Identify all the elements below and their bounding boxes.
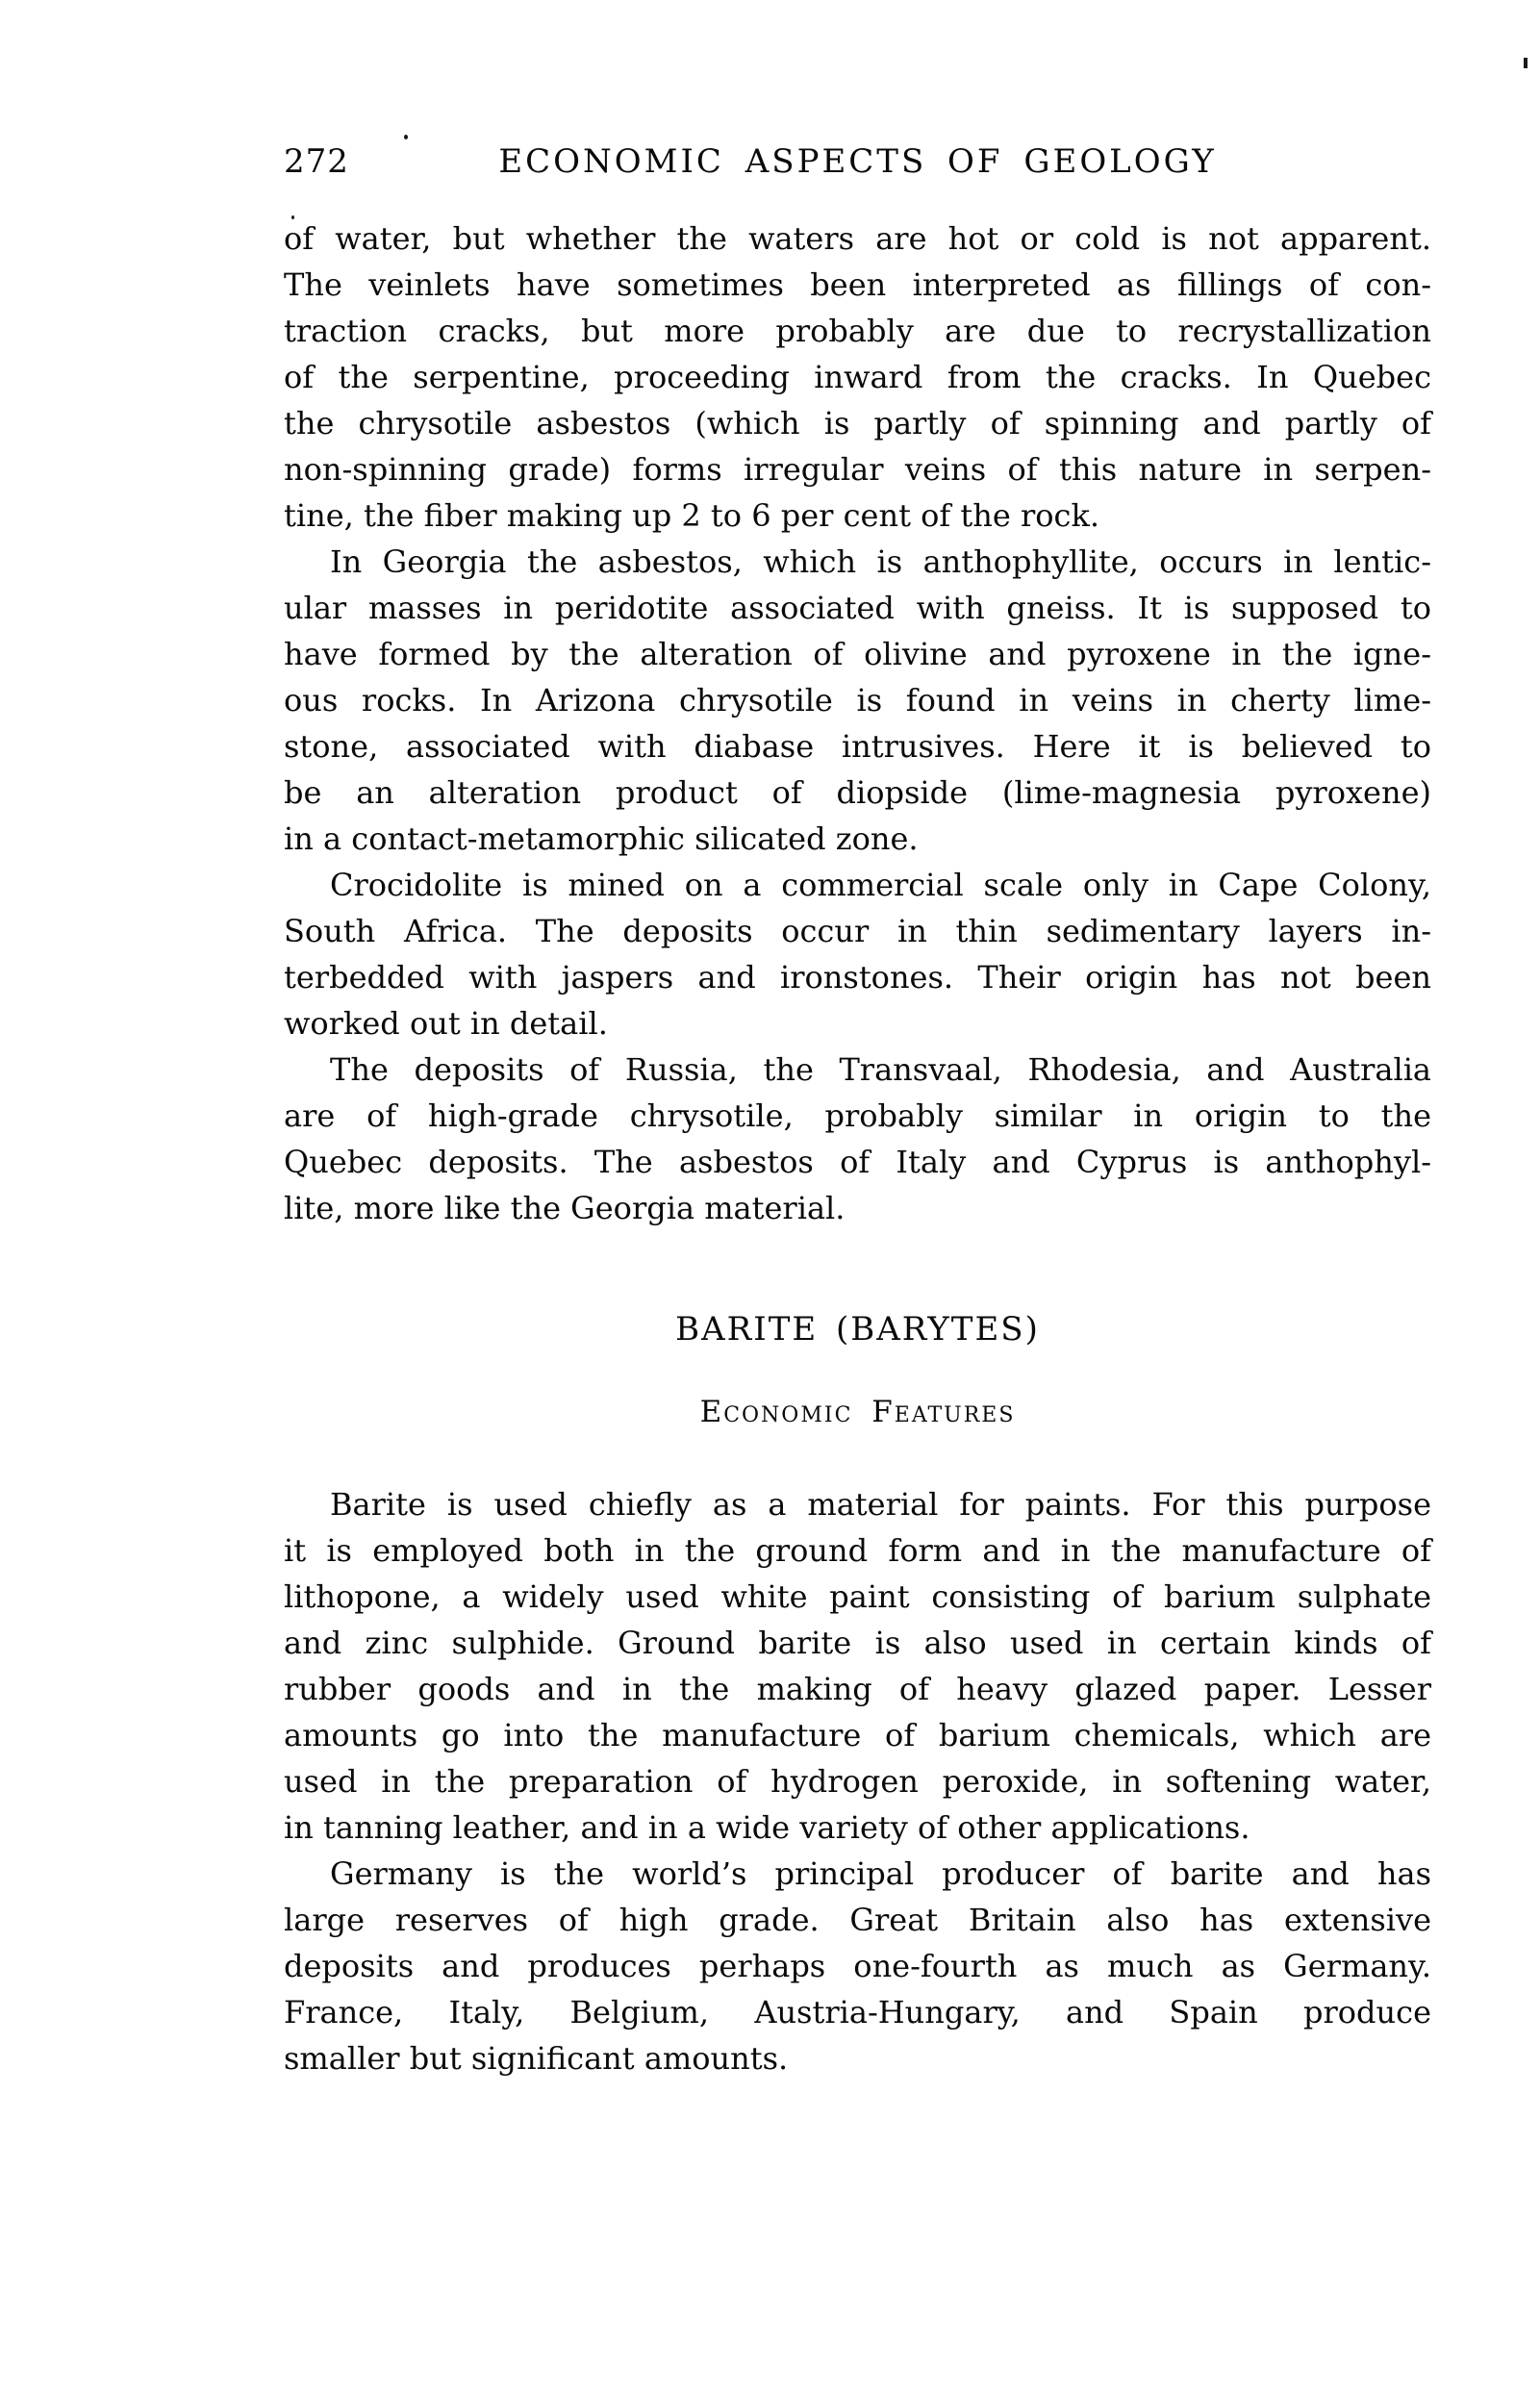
text-line: ous rocks. In Arizona chrysotile is found in veins in cherty lime-: [284, 682, 1431, 719]
text-line: of the serpentine, proceeding inward from the cracks. In Quebec: [284, 359, 1431, 395]
text-line: large reserves of high grade. Great Britain also has extensive: [284, 1902, 1431, 1938]
asbestos-continuation-paragraphs: [284, 215, 1431, 1231]
paragraph: [284, 539, 1431, 862]
scan-artifact: [1524, 58, 1527, 68]
text-line: of water, but whether the waters are hot or cold is not apparent.: [284, 220, 1431, 257]
text-line: have formed by the alteration of olivine and pyroxene in the igne-: [284, 636, 1431, 672]
text-line: worked out in detail.: [284, 1005, 608, 1042]
text-line: are of high-grade chrysotile, probably similar in origin to the: [284, 1097, 1431, 1134]
running-title: ECONOMIC ASPECTS OF GEOLOGY: [498, 142, 1217, 181]
text-line: in tanning leather, and in a wide variety of other applications.: [284, 1809, 1250, 1846]
paragraph: [284, 1481, 1431, 1851]
text-block: [284, 215, 1431, 2081]
text-line: smaller but significant amounts.: [284, 2040, 789, 2077]
running-header: [284, 142, 1431, 185]
text-line: The veinlets have sometimes been interpreted as fillings of con-: [284, 266, 1431, 303]
text-line: tine, the fiber making up 2 to 6 per cent of the rock.: [284, 497, 1100, 534]
text-line: terbedded with jaspers and ironstones. Their origin has not been: [284, 959, 1431, 996]
paragraph: [284, 1851, 1431, 2081]
text-line: traction cracks, but more probably are due to recrystallization: [284, 313, 1431, 349]
barite-paragraphs: [284, 1481, 1431, 2081]
text-line: The deposits of Russia, the Transvaal, Rhodesia, and Australia: [330, 1051, 1431, 1088]
text-line: Germany is the world’s principal producer of barite and has: [330, 1855, 1431, 1892]
text-line: lite, more like the Georgia material.: [284, 1190, 846, 1226]
text-line: Barite is used chiefly as a material for paints. For this purpose: [330, 1486, 1431, 1523]
text-line: amounts go into the manufacture of barium chemicals, which are: [284, 1717, 1431, 1753]
paragraph: [284, 215, 1431, 539]
text-line: South Africa. The deposits occur in thin sedimentary layers in-: [284, 913, 1431, 949]
text-line: used in the preparation of hydrogen peroxide, in softening water,: [284, 1763, 1431, 1800]
scan-artifact: [291, 215, 294, 219]
text-line: be an alteration product of diopside (lime-magnesia pyroxene): [284, 774, 1431, 811]
section-heading-barite: BARITE (BARYTES): [675, 1310, 1040, 1349]
text-line: In Georgia the asbestos, which is anthophyllite, occurs in lentic-: [330, 543, 1431, 580]
text-line: deposits and produces perhaps one-fourth as much as Germany.: [284, 1948, 1431, 1984]
text-line: in a contact-metamorphic silicated zone.: [284, 820, 919, 857]
text-line: France, Italy, Belgium, Austria-Hungary, and Spain produce: [284, 1994, 1431, 2030]
text-line: the chrysotile asbestos (which is partly of spinning and partly of: [284, 405, 1431, 441]
text-line: Crocidolite is mined on a commercial scale only in Cape Colony,: [330, 867, 1431, 903]
paragraph: [284, 1047, 1431, 1231]
text-line: rubber goods and in the making of heavy glazed paper. Lesser: [284, 1671, 1431, 1707]
text-line: stone, associated with diabase intrusives. Here it is believed to: [284, 728, 1431, 765]
text-line: lithopone, a widely used white paint consisting of barium sulphate: [284, 1578, 1431, 1615]
text-line: it is employed both in the ground form and in the manufacture of: [284, 1532, 1431, 1569]
text-line: Quebec deposits. The asbestos of Italy and Cyprus is anthophyl-: [284, 1144, 1431, 1180]
text-line: and zinc sulphide. Ground barite is also used in certain kinds of: [284, 1625, 1431, 1661]
text-line: ular masses in peridotite associated with gneiss. It is supposed to: [284, 590, 1431, 626]
page-number: 272: [284, 142, 349, 181]
subsection-heading-economic-features: Economic Features: [699, 1395, 1016, 1429]
paragraph: [284, 862, 1431, 1047]
text-line: non-spinning grade) forms irregular veins of this nature in serpen-: [284, 451, 1431, 488]
scan-artifact: [404, 135, 408, 139]
